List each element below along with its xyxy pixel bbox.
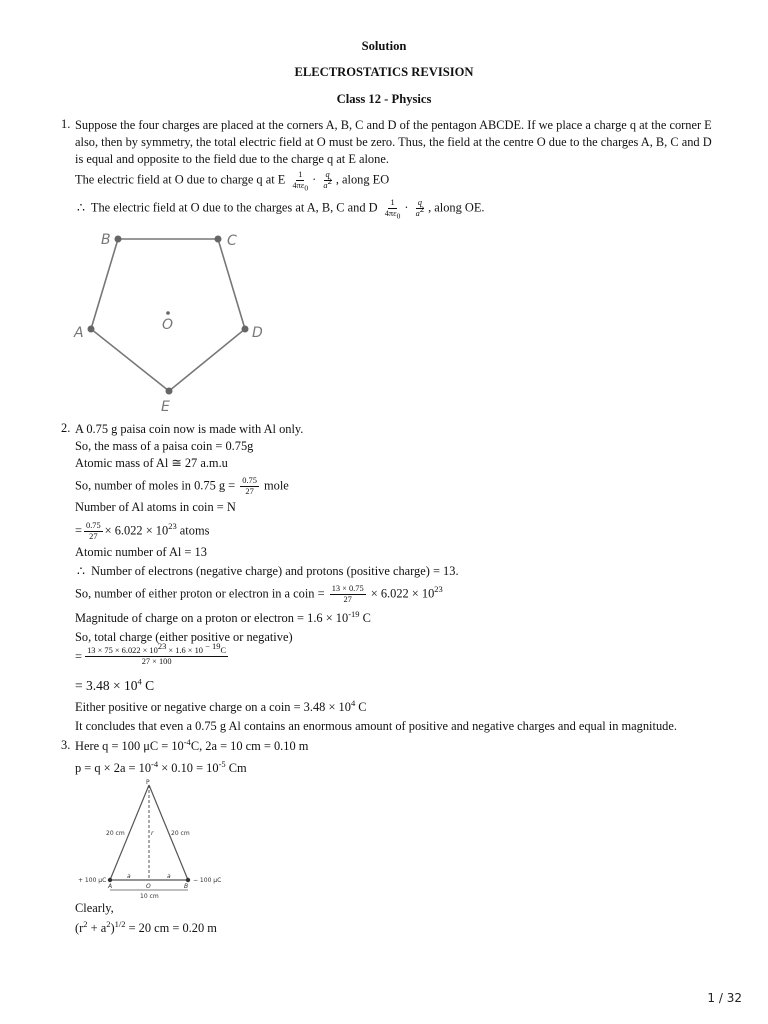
equation-atoms: = $\frac{0.75}{27}$ × $6.022 \times 10^{23}$ atoms — [75, 521, 210, 541]
text-line: A 0.75 g paisa coin now is made with Al only. — [75, 422, 304, 436]
paragraph-line: also, then by symmetry, the total electric field at O must be zero. Thus, the field at the centre O due to the charges A, B, C and D — [75, 135, 712, 149]
question-number: 2. — [61, 421, 71, 435]
question-number: 1. — [61, 117, 71, 131]
charge-b-point — [186, 878, 190, 882]
fraction: $\frac{1}{4\pi\varepsilon_0}$ — [384, 198, 401, 221]
label-left-length: 20 cm — [106, 830, 125, 837]
question-number: 3. — [61, 738, 71, 752]
equation-moles: So, number of moles in 0.75 g = $\frac{0.75}{27}$ mole — [75, 476, 289, 496]
label-e: E — [161, 399, 170, 415]
document-title: ELECTROSTATICS REVISION — [294, 65, 474, 79]
text-line: Atomic mass of Al ≅ 27 a.m.u — [75, 456, 228, 470]
text-line: Clearly, — [75, 901, 114, 915]
label-base-length: 10 cm — [140, 893, 159, 900]
fraction: $\frac{q}{a^2}$ — [323, 170, 332, 190]
equation-total-charge: = $\frac{13 \times 75 \times 6.022 \times 10^{23} \times 1.6 \times 10 ^{- 19}C}{27 \times 100}$ — [75, 641, 227, 666]
therefore-symbol: ∴ — [77, 564, 85, 578]
corner-e-point — [166, 388, 173, 395]
fraction: $\frac{0.75}{27}$ — [86, 521, 101, 541]
pentagon-diagram — [70, 225, 270, 420]
document-subtitle: Class 12 - Physics — [336, 92, 432, 106]
fraction: $\frac{q}{a^2}$ — [415, 198, 425, 218]
label-a: A — [74, 325, 84, 341]
text-line: ∴ Number of electrons (negative charge) and protons (positive charge) = 13. — [77, 564, 459, 578]
solution-heading: Solution — [361, 39, 407, 53]
equation-charge-magnitude: Magnitude of charge on a proton or electron = $1.6 \times 10^{-19}$ C — [75, 608, 371, 625]
label-a-left: a — [127, 873, 131, 880]
text-line: Atomic number of Al = 13 — [75, 545, 207, 559]
label-right-length: 20 cm — [171, 830, 190, 837]
pentagon-outline — [91, 239, 245, 391]
label-b: B — [184, 883, 189, 890]
text-line: Number of Al atoms in coin = N — [75, 500, 236, 514]
corner-c-point — [215, 236, 222, 243]
label-plus-charge: + 100 μC — [78, 877, 107, 884]
label-o: O — [146, 883, 151, 890]
paragraph-line: Suppose the four charges are placed at the corners A, B, C and D of the pentagon ABCDE. If we place a charge q at the corner E — [75, 118, 712, 132]
text-line: So, the mass of a paisa coin = 0.75g — [75, 439, 254, 453]
page-number: 1 / 32 — [707, 991, 742, 1005]
label-a-right: a — [167, 873, 171, 880]
label-a: A — [108, 883, 113, 890]
text-line: It concludes that even a 0.75 g Al contains an enormous amount of positive and negative charges and equal in magnitude. — [75, 719, 677, 733]
equation-particles: So, number of either proton or electron in a coin = $\frac{13 \times 0.75}{27}$ × $6.022 \times 10^{23}$ — [75, 584, 443, 604]
equation-field-at-e: The electric field at O due to charge q at E $\frac{1}{4\pi\varepsilon_0}$ · $\frac{q}{a^2}$ , along EO — [75, 170, 390, 193]
equation-result: = $3.48 \times 10^4$ C — [75, 676, 155, 693]
equation-field-at-abcd: ∴ The electric field at O due to the charges at A, B, C and D $\frac{1}{4\pi\varepsilon_0}$ · $\frac{q}{a^2}$ , along OE. — [77, 198, 485, 221]
label-p: P — [146, 779, 150, 786]
equation-charge: Here q = 100 $\mu C = 10^{-4}C$, 2a = 10 cm = 0.10 m — [75, 736, 309, 753]
label-d: D — [252, 325, 263, 341]
fraction: $\frac{1}{4\pi\varepsilon_0}$ — [292, 170, 309, 193]
equation-coin-charge: Either positive or negative charge on a coin = $3.48 \times 10^4$ C — [75, 697, 367, 714]
fraction: $\frac{13 \times 0.75}{27}$ — [331, 584, 364, 604]
corner-d-point — [242, 326, 249, 333]
label-b: B — [101, 232, 111, 248]
label-c: C — [227, 233, 237, 249]
equation-dipole-moment: $p = q \times 2a = 10^{-4} \times 0.10 = 10^{-5}$ Cm — [75, 758, 247, 775]
equation-distance: $(r^2 + a^2)^{1/2} = 20$ cm = 0.20 m — [75, 918, 217, 935]
label-o: O — [162, 317, 174, 333]
paragraph-line: is equal and opposite to the field due to the charge q at E alone. — [75, 152, 389, 166]
corner-a-point — [88, 326, 95, 333]
fraction: $\frac{13 \times 75 \times 6.022 \times 10^{23} \times 1.6 \times 10 ^{- 19}C}{27 \times 100}$ — [87, 641, 227, 666]
fraction: $\frac{0.75}{27}$ — [242, 476, 257, 496]
label-minus-charge: − 100 μC — [193, 877, 222, 884]
therefore-symbol: ∴ — [77, 200, 85, 215]
text-line: So, total charge (either positive or negative) — [75, 630, 293, 644]
charge-a-point — [108, 878, 112, 882]
dipole-triangle-diagram — [75, 778, 225, 902]
centre-point — [166, 311, 170, 315]
label-r: r — [151, 830, 154, 837]
corner-b-point — [115, 236, 122, 243]
